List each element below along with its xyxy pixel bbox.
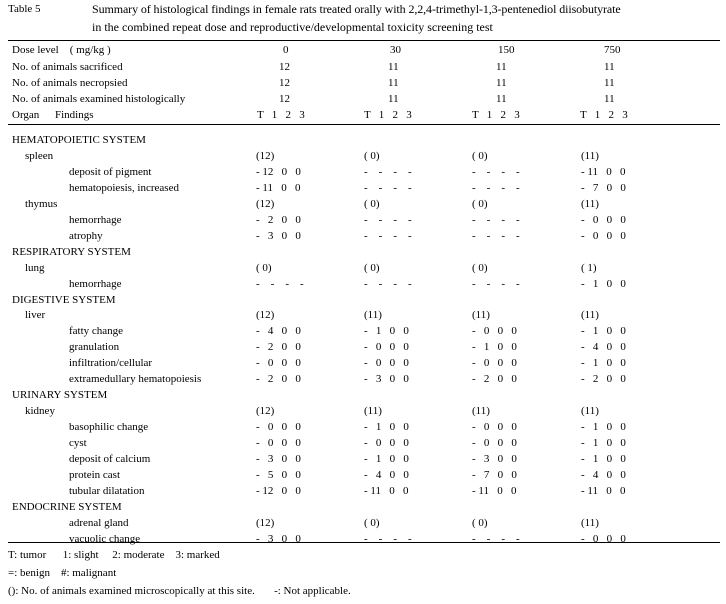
finding-cell: - 1 0 0 bbox=[364, 453, 409, 465]
system-heading: HEMATOPOIETIC SYSTEM bbox=[12, 134, 146, 146]
footnote: =: benign #: malignant bbox=[8, 567, 117, 579]
finding-cell: - 0 0 0 bbox=[256, 437, 301, 449]
system-heading: RESPIRATORY SYSTEM bbox=[12, 246, 131, 258]
footnote: (): No. of animals examined microscopically at this site. -: Not applicable. bbox=[8, 585, 351, 597]
animal-count-value: 11 bbox=[604, 93, 615, 105]
finding-cell: - 11 0 0 bbox=[364, 485, 409, 497]
animal-count-label: No. of animals examined histologically bbox=[12, 93, 186, 105]
finding-cell: - - - - bbox=[364, 278, 412, 290]
grade-column-header: T 1 2 3 bbox=[580, 109, 628, 121]
finding-cell: - 11 0 0 bbox=[581, 485, 626, 497]
finding-label: extramedullary hematopoiesis bbox=[69, 373, 202, 385]
dose-value: 30 bbox=[390, 44, 401, 56]
finding-cell: - 0 0 0 bbox=[256, 357, 301, 369]
footnote: T: tumor 1: slight 2: moderate 3: marked bbox=[8, 549, 220, 561]
finding-cell: (12) bbox=[256, 198, 275, 210]
finding-label: basophilic change bbox=[69, 421, 149, 433]
finding-cell: (11) bbox=[472, 405, 490, 417]
header-rule bbox=[8, 124, 720, 125]
finding-cell: - 0 0 0 bbox=[472, 437, 517, 449]
finding-cell: - - - - bbox=[364, 533, 412, 545]
organ-label: liver bbox=[25, 309, 46, 321]
finding-cell: - 0 0 0 bbox=[364, 437, 409, 449]
finding-cell: - 7 0 0 bbox=[581, 182, 626, 194]
animal-count-value: 11 bbox=[388, 93, 399, 105]
finding-cell: - 2 0 0 bbox=[256, 373, 301, 385]
finding-cell: - 0 0 0 bbox=[364, 357, 409, 369]
finding-cell: - 2 0 0 bbox=[256, 341, 301, 353]
animal-count-value: 11 bbox=[496, 93, 507, 105]
finding-cell: - - - - bbox=[472, 166, 520, 178]
finding-cell: ( 0) bbox=[472, 198, 488, 210]
finding-cell: - 1 0 0 bbox=[364, 325, 409, 337]
finding-cell: - 0 0 0 bbox=[472, 421, 517, 433]
finding-cell: - 0 0 0 bbox=[364, 341, 409, 353]
finding-cell: - - - - bbox=[364, 166, 412, 178]
animal-count-value: 11 bbox=[604, 61, 615, 73]
finding-cell: (12) bbox=[256, 405, 275, 417]
finding-cell: - 0 0 0 bbox=[256, 421, 301, 433]
finding-cell: - 12 0 0 bbox=[256, 485, 301, 497]
animal-count-value: 11 bbox=[496, 61, 507, 73]
finding-cell: - 1 0 0 bbox=[472, 341, 517, 353]
finding-cell: - 1 0 0 bbox=[364, 421, 409, 433]
finding-cell: ( 0) bbox=[472, 150, 488, 162]
finding-cell: - 4 0 0 bbox=[581, 341, 626, 353]
finding-label: cyst bbox=[69, 437, 87, 449]
finding-cell: (11) bbox=[472, 309, 490, 321]
finding-label: vacuolic change bbox=[69, 533, 141, 545]
finding-cell: - 12 0 0 bbox=[256, 166, 301, 178]
finding-cell: - 1 0 0 bbox=[581, 278, 626, 290]
finding-cell: - 11 0 0 bbox=[256, 182, 301, 194]
organ-label: lung bbox=[25, 262, 45, 274]
finding-cell: - - - - bbox=[364, 230, 412, 242]
finding-cell: (11) bbox=[581, 405, 599, 417]
findings-column-header: Findings bbox=[55, 109, 94, 121]
grade-column-header: T 1 2 3 bbox=[472, 109, 520, 121]
finding-label: protein cast bbox=[69, 469, 121, 481]
finding-cell: - 0 0 0 bbox=[472, 357, 517, 369]
finding-label: infiltration/cellular bbox=[69, 357, 153, 369]
finding-label: hemorrhage bbox=[69, 214, 122, 226]
finding-cell: - 7 0 0 bbox=[472, 469, 517, 481]
finding-label: hemorrhage bbox=[69, 278, 122, 290]
finding-cell: - 1 0 0 bbox=[581, 357, 626, 369]
finding-cell: - 11 0 0 bbox=[472, 485, 517, 497]
system-heading: DIGESTIVE SYSTEM bbox=[12, 294, 116, 306]
finding-cell: - 0 0 0 bbox=[581, 214, 626, 226]
finding-cell: - - - - bbox=[472, 533, 520, 545]
finding-cell: ( 0) bbox=[364, 198, 380, 210]
finding-cell: - 0 0 0 bbox=[472, 325, 517, 337]
finding-cell: ( 0) bbox=[364, 517, 380, 529]
finding-cell: (11) bbox=[581, 309, 599, 321]
organ-label: thymus bbox=[25, 198, 58, 210]
grade-column-header: T 1 2 3 bbox=[257, 109, 305, 121]
animal-count-value: 11 bbox=[496, 77, 507, 89]
finding-cell: ( 0) bbox=[364, 262, 380, 274]
animal-count-value: 12 bbox=[279, 93, 290, 105]
grade-column-header: T 1 2 3 bbox=[364, 109, 412, 121]
finding-cell: - 4 0 0 bbox=[581, 469, 626, 481]
animal-count-value: 12 bbox=[279, 61, 290, 73]
finding-cell: - - - - bbox=[472, 278, 520, 290]
animal-count-value: 11 bbox=[388, 77, 399, 89]
finding-cell: - 3 0 0 bbox=[364, 373, 409, 385]
animal-count-value: 11 bbox=[604, 77, 615, 89]
finding-cell: - 2 0 0 bbox=[472, 373, 517, 385]
finding-cell: (11) bbox=[364, 309, 382, 321]
finding-cell: (11) bbox=[581, 150, 599, 162]
finding-label: hematopoiesis, increased bbox=[69, 182, 179, 194]
system-heading: URINARY SYSTEM bbox=[12, 389, 108, 401]
table-title-line2: in the combined repeat dose and reproductive/developmental toxicity screening test bbox=[92, 20, 493, 34]
animal-count-label: No. of animals sacrificed bbox=[12, 61, 123, 73]
system-heading: ENDOCRINE SYSTEM bbox=[12, 501, 122, 513]
finding-cell: - - - - bbox=[472, 230, 520, 242]
finding-cell: - - - - bbox=[472, 214, 520, 226]
finding-cell: - - - - bbox=[364, 214, 412, 226]
finding-cell: (11) bbox=[364, 405, 382, 417]
finding-cell: (12) bbox=[256, 150, 275, 162]
finding-cell: ( 0) bbox=[472, 262, 488, 274]
finding-cell: (12) bbox=[256, 309, 275, 321]
finding-cell: - - - - bbox=[256, 278, 304, 290]
finding-cell: - 0 0 0 bbox=[581, 230, 626, 242]
finding-label: fatty change bbox=[69, 325, 124, 337]
finding-cell: - 1 0 0 bbox=[581, 453, 626, 465]
finding-cell: - 3 0 0 bbox=[472, 453, 517, 465]
animal-count-value: 12 bbox=[279, 77, 290, 89]
animal-count-label: No. of animals necropsied bbox=[12, 77, 128, 89]
finding-cell: ( 0) bbox=[256, 262, 272, 274]
finding-cell: - 4 0 0 bbox=[256, 325, 301, 337]
finding-cell: - - - - bbox=[472, 182, 520, 194]
finding-label: atrophy bbox=[69, 230, 103, 242]
finding-cell: - 1 0 0 bbox=[581, 437, 626, 449]
finding-cell: ( 0) bbox=[364, 150, 380, 162]
finding-cell: - 5 0 0 bbox=[256, 469, 301, 481]
dose-value: 0 bbox=[283, 44, 289, 56]
finding-cell: (11) bbox=[581, 198, 599, 210]
bottom-rule bbox=[8, 542, 720, 543]
top-rule bbox=[8, 40, 720, 41]
finding-cell: (11) bbox=[581, 517, 599, 529]
dose-level-label: Dose level ( mg/kg ) bbox=[12, 44, 111, 56]
finding-cell: - 3 0 0 bbox=[256, 453, 301, 465]
finding-cell: - 1 0 0 bbox=[581, 421, 626, 433]
finding-cell: - 0 0 0 bbox=[581, 533, 626, 545]
animal-count-value: 11 bbox=[388, 61, 399, 73]
finding-cell: - 11 0 0 bbox=[581, 166, 626, 178]
dose-value: 750 bbox=[604, 44, 621, 56]
finding-cell: - 2 0 0 bbox=[581, 373, 626, 385]
finding-label: tubular dilatation bbox=[69, 485, 145, 497]
table-label: Table 5 bbox=[8, 3, 41, 15]
finding-cell: - - - - bbox=[364, 182, 412, 194]
organ-label: spleen bbox=[25, 150, 54, 162]
finding-cell: - 2 0 0 bbox=[256, 214, 301, 226]
finding-cell: - 3 0 0 bbox=[256, 533, 301, 545]
finding-label: deposit of calcium bbox=[69, 453, 151, 465]
finding-cell: ( 0) bbox=[472, 517, 488, 529]
dose-value: 150 bbox=[498, 44, 515, 56]
finding-cell: ( 1) bbox=[581, 262, 597, 274]
table-title-line1: Summary of histological findings in female rats treated orally with 2,2,4-trimethyl-1,3-pentenediol diisobutyrate bbox=[92, 2, 621, 16]
finding-cell: - 3 0 0 bbox=[256, 230, 301, 242]
finding-cell: - 1 0 0 bbox=[581, 325, 626, 337]
finding-label: deposit of pigment bbox=[69, 166, 152, 178]
finding-cell: - 4 0 0 bbox=[364, 469, 409, 481]
finding-label: granulation bbox=[69, 341, 120, 353]
organ-column-header: Organ bbox=[12, 109, 40, 121]
organ-label: kidney bbox=[25, 405, 55, 417]
finding-cell: (12) bbox=[256, 517, 275, 529]
finding-label: adrenal gland bbox=[69, 517, 129, 529]
